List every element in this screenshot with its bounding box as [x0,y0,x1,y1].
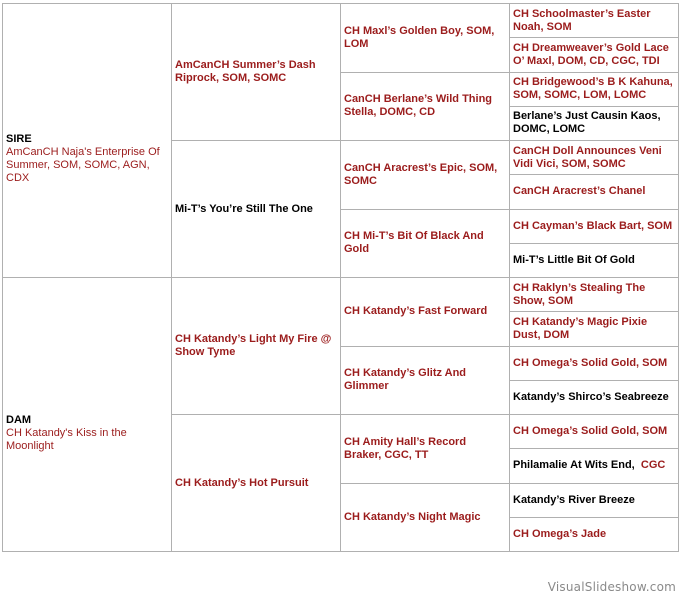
dam-dam-dam-dam: CH Omega’s Jade [510,517,679,551]
sire-sire-sire-dam: CH Dreamweaver’s Gold Lace O’ Maxl, DOM, CD, CGC, TDI [510,38,679,72]
dam-sire-sire-dam: CH Katandy’s Magic Pixie Dust, DOM [510,312,679,346]
sire-sire-sire-sire: CH Schoolmaster’s Easter Noah, SOM [510,4,679,38]
dam-sire-sire-sire: CH Raklyn’s Stealing The Show, SOM [510,278,679,312]
dam-dam-dam-sire: Katandy’s River Breeze [510,483,679,517]
sire-cell [3,4,172,278]
dam-sire-dam-dam: Katandy’s Shirco’s Seabreeze [510,380,679,414]
dam-sire-sire: CH Katandy’s Fast Forward [341,278,510,347]
sire-dam-sire: CanCH Aracrest’s Epic, SOM, SOMC [341,141,510,210]
dam-name: CH Katandy's Kiss in the Moonlight [6,426,127,452]
sire-name: AmCanCH Naja's Enterprise Of Summer, SOM, SOMC, AGN, CDX [6,146,160,184]
dam-dam-sire: CH Amity Hall’s Record Braker, CGC, TT [341,415,510,484]
dam-dam-sire-dam-name: Philamalie At Wits End, [513,459,635,472]
dam-dam-dam: CH Katandy’s Night Magic [341,483,510,552]
dam-dam-sire-sire: CH Omega’s Solid Gold, SOM [510,415,679,449]
sire-dam-dam-sire: CH Cayman’s Black Bart, SOM [510,209,679,243]
sire-dam-sire-dam: CanCH Aracrest’s Chanel [510,175,679,209]
pedigree-chart [2,3,679,552]
dam-sire-dam-sire: CH Omega’s Solid Gold, SOM [510,346,679,380]
sire-label: SIRE [6,133,32,145]
dam-sire: CH Katandy’s Light My Fire @ Show Tyme [172,278,341,415]
sire-dam-dam-dam: Mi-T’s Little Bit Of Gold [510,243,679,277]
sire-sire-dam-sire: CH Bridgewood’s B K Kahuna, SOM, SOMC, LOM, LOMC [510,72,679,106]
dam-sire-dam: CH Katandy’s Glitz And Glimmer [341,346,510,415]
dam-label: DAM [6,413,32,426]
pedigree-table [2,3,679,552]
sire-sire-dam: CanCH Berlane’s Wild Thing Stella, DOMC, CD [341,72,510,141]
sire-dam: Mi-T’s You’re Still The One [172,141,341,278]
dam-dam-sire-dam-title: CGC [640,459,666,472]
dam-dam-sire-dam [510,449,679,483]
sire-dam-sire-sire: CanCH Doll Announces Veni Vidi Vici, SOM, SOMC [510,141,679,175]
dam-dam: CH Katandy’s Hot Pursuit [172,415,341,552]
dam-cell [3,278,172,552]
sire-dam-dam: CH Mi-T’s Bit Of Black And Gold [341,209,510,278]
sire-sire-dam-dam: Berlane’s Just Causin Kaos, DOMC, LOMC [510,106,679,140]
watermark: VisualSlideshow.com [547,580,676,594]
sire-sire: AmCanCH Summer’s Dash Riprock, SOM, SOMC [172,4,341,141]
sire-sire-sire: CH Maxl’s Golden Boy, SOM, LOM [341,4,510,73]
